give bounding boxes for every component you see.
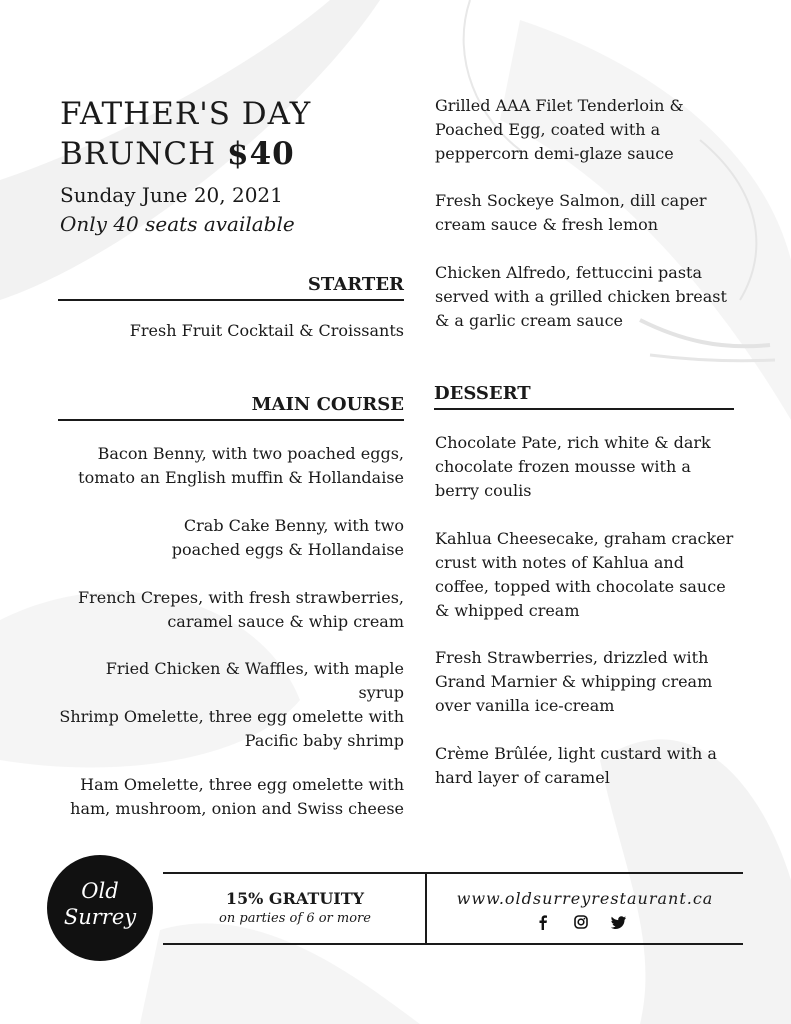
price: $40: [227, 136, 295, 172]
dessert-item: Crème Brûlée, light custard with a hard layer of caramel: [435, 744, 717, 787]
main-course-heading: MAIN COURSE: [58, 394, 404, 421]
seats-note: Only 40 seats available: [60, 212, 295, 236]
menu-item: Fresh Sockeye Salmon, dill caper cream sauce & fresh lemon: [435, 191, 707, 234]
event-date: Sunday June 20, 2021: [60, 183, 283, 207]
menu-item: Ham Omelette, three egg omelette with ham, mushroom, onion and Swiss cheese: [70, 775, 404, 818]
dessert-heading: DESSERT: [434, 383, 734, 410]
old-surrey-logo: Old Surrey: [47, 855, 153, 961]
dessert-item: Kahlua Cheesecake, graham cracker crust with notes of Kahlua and coffee, topped with chocolate sauce & whipped cream: [435, 529, 734, 620]
dessert-item: Chocolate Pate, rich white & dark chocolate frozen mousse with a berry coulis: [435, 433, 711, 500]
menu-item: French Crepes, with fresh strawberries, caramel sauce & whip cream: [77, 588, 404, 631]
facebook-icon[interactable]: [535, 913, 551, 931]
starter-item: Fresh Fruit Cocktail & Croissants: [129, 321, 404, 340]
instagram-icon[interactable]: [573, 913, 589, 931]
footer-divider-vertical: [425, 873, 427, 945]
menu-item: Grilled AAA Filet Tenderloin & Poached Egg, coated with a peppercorn demi-glaze sauce: [435, 96, 684, 163]
starter-heading: STARTER: [58, 274, 404, 301]
website-link[interactable]: www.oldsurreyrestaurant.ca: [456, 889, 714, 908]
footer-divider-top: [163, 872, 743, 874]
menu-item: Shrimp Omelette, three egg omelette with Pacific baby shrimp: [59, 707, 404, 750]
menu-item: Bacon Benny, with two poached eggs, tomato an English muffin & Hollandaise: [78, 444, 404, 487]
twitter-icon[interactable]: [611, 913, 627, 931]
menu-item: Fried Chicken & Waffles, with maple syrup: [105, 659, 404, 702]
gratuity-note: on parties of 6 or more: [219, 911, 371, 926]
social-icons: [535, 913, 627, 931]
menu-item: Chicken Alfredo, fettuccini pasta served with a grilled chicken breast & a garlic cream sauce: [435, 263, 727, 330]
title-line-1: FATHER'S DAY: [60, 96, 312, 132]
footer-divider-bottom: [163, 943, 743, 945]
gratuity-label: 15% GRATUITY: [225, 889, 365, 908]
page-title: [60, 94, 400, 174]
menu-item: Crab Cake Benny, with two poached eggs & Hollandaise: [171, 516, 404, 559]
dessert-item: Fresh Strawberries, drizzled with Grand Marnier & whipping cream over vanilla ice-cream: [435, 648, 713, 715]
title-line-2: BRUNCH: [60, 136, 217, 172]
